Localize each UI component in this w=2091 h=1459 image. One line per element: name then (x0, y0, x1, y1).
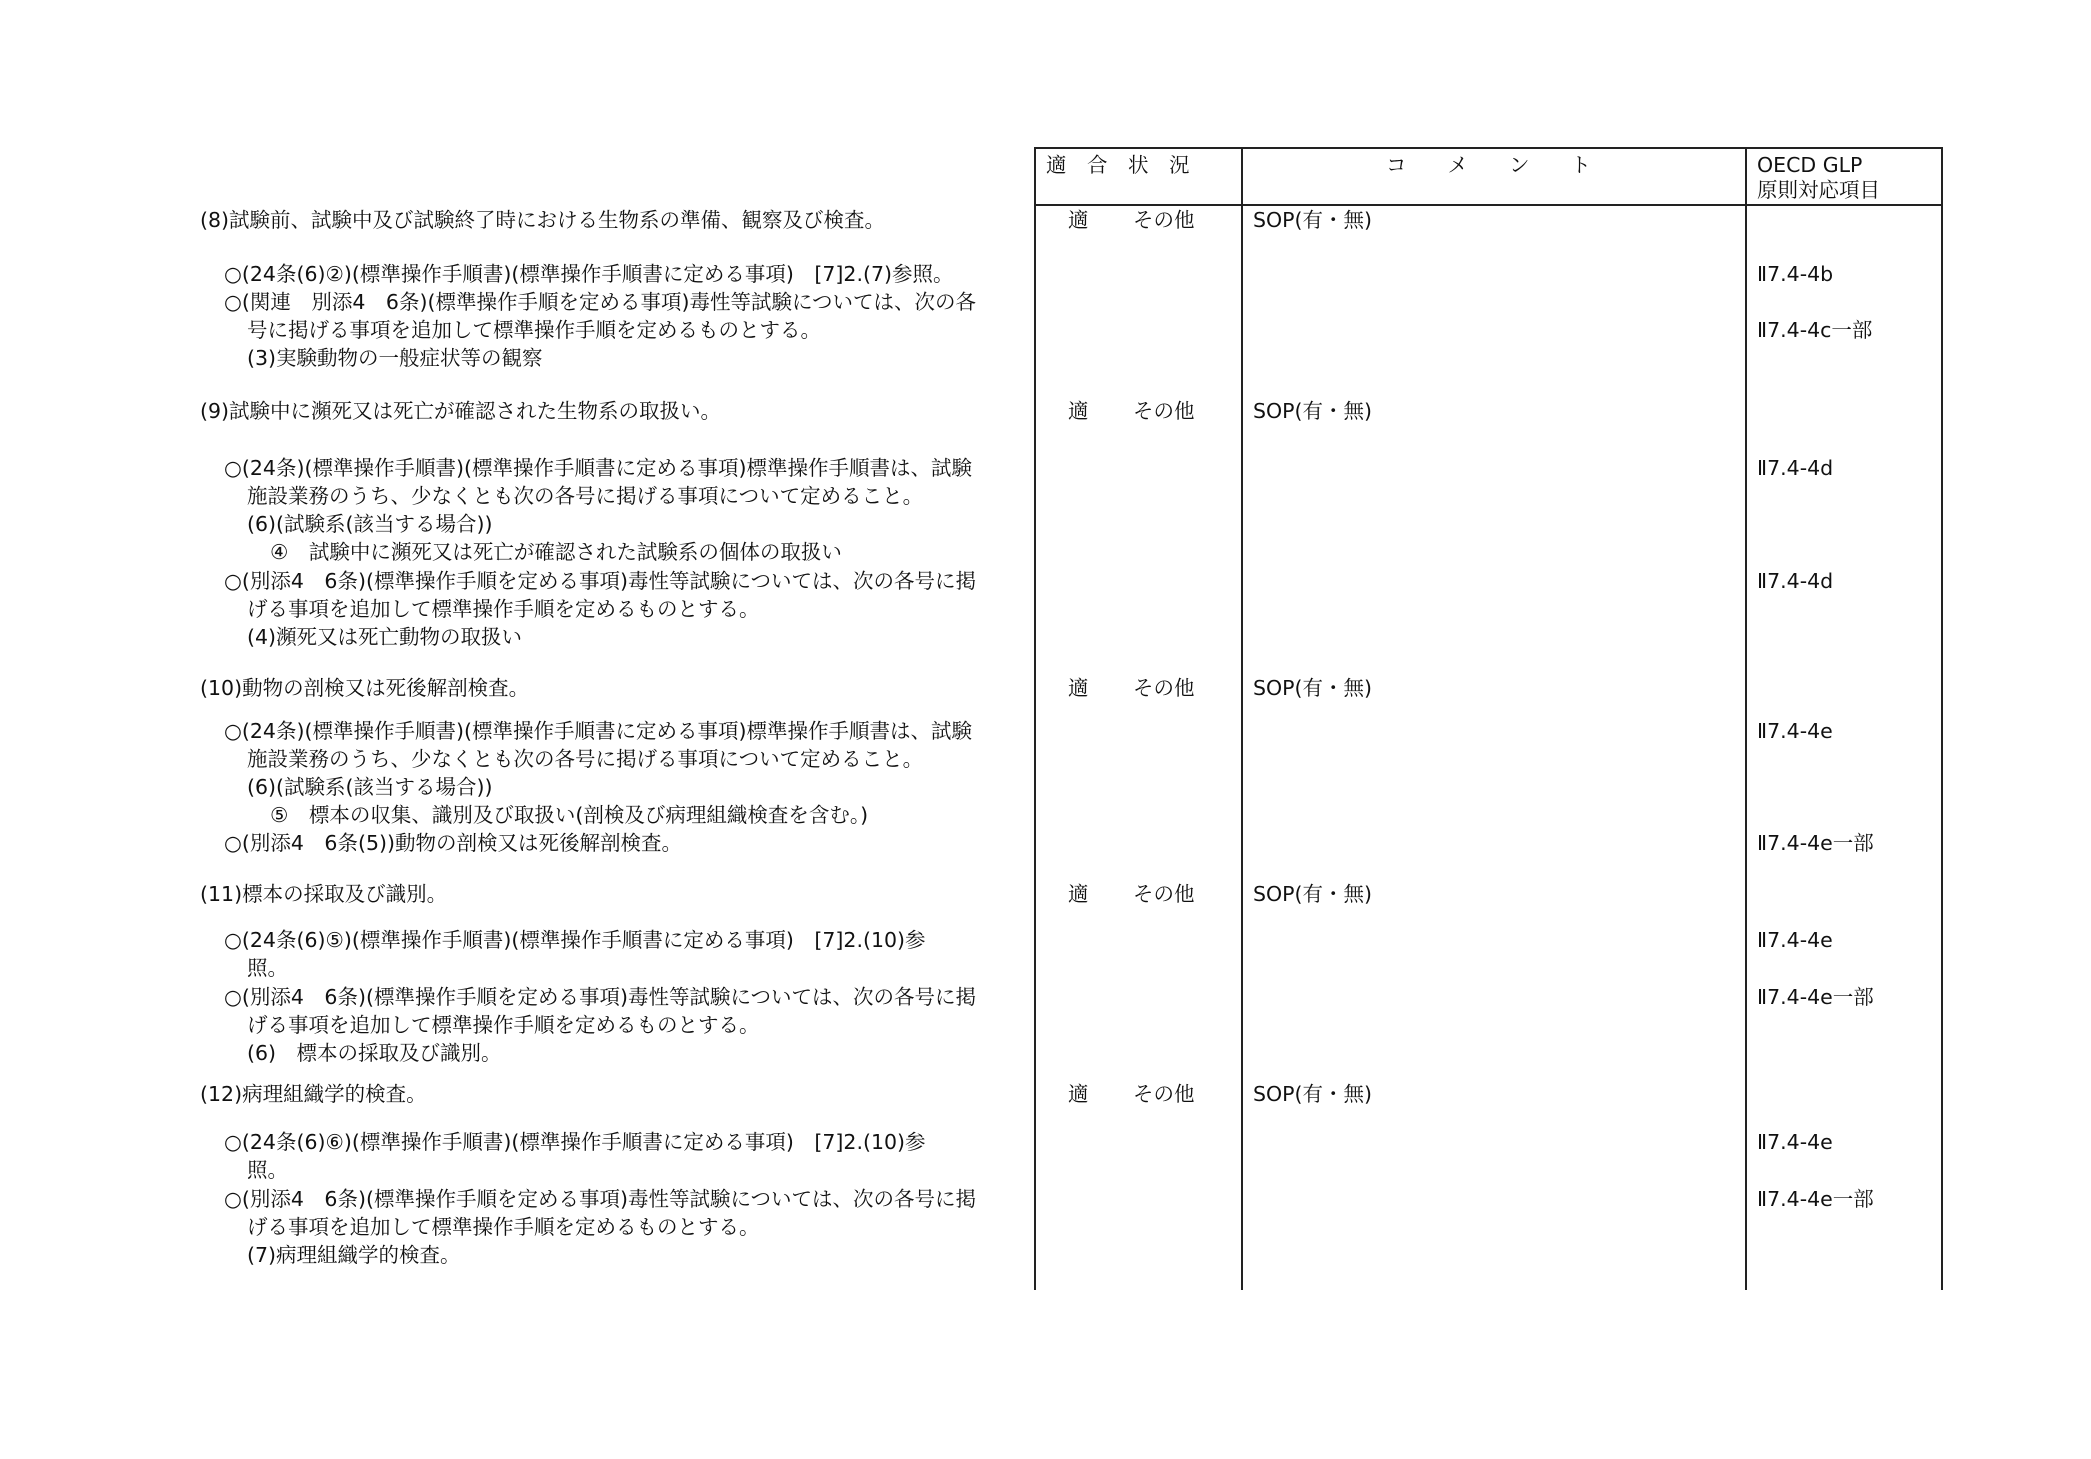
column-divider-comment (1241, 147, 1243, 1290)
oecd-ref: Ⅱ7.4-4b (1757, 262, 1834, 286)
body-line: (7)病理組織学的検査。 (247, 1243, 461, 1267)
body-line: 照。 (247, 956, 288, 980)
table-right-border (1941, 147, 1943, 1290)
table-header-bottom-border (1034, 204, 1943, 206)
sop-label: SOP(有・無) (1253, 676, 1373, 700)
status-ok-label: 適 (1068, 676, 1089, 700)
body-line: ○(別添4 6条(5))動物の剖検又は死後解剖検査。 (224, 831, 683, 855)
sop-label: SOP(有・無) (1253, 208, 1373, 232)
body-line: ○(別添4 6条)(標準操作手順を定める事項)毒性等試験については、次の各号に掲 (224, 1187, 977, 1211)
table-top-border (1034, 147, 1943, 149)
body-line: ○(24条(6)⑤)(標準操作手順書)(標準操作手順書に定める事項) [7]2.(10)参 (224, 928, 926, 952)
body-line: ○(関連 別添4 6条)(標準操作手順を定める事項)毒性等試験については、次の各 (224, 290, 977, 314)
header-oecd-line1: OECD GLP (1757, 153, 1863, 177)
oecd-ref: Ⅱ7.4-4e一部 (1757, 1187, 1874, 1211)
oecd-ref: Ⅱ7.4-4e (1757, 1130, 1833, 1154)
section-title: (12)病理組織学的検査。 (200, 1082, 427, 1106)
status-other-label: その他 (1133, 882, 1195, 906)
oecd-ref: Ⅱ7.4-4e一部 (1757, 985, 1874, 1009)
sop-label: SOP(有・無) (1253, 882, 1373, 906)
body-line: (4)瀕死又は死亡動物の取扱い (247, 625, 523, 649)
body-line: ⑤ 標本の収集、識別及び取扱い(剖検及び病理組織検査を含む。) (270, 803, 869, 827)
status-other-label: その他 (1133, 1082, 1195, 1106)
oecd-ref: Ⅱ7.4-4e (1757, 719, 1833, 743)
sop-label: SOP(有・無) (1253, 399, 1373, 423)
body-line: ○(24条)(標準操作手順書)(標準操作手順書に定める事項)標準操作手順書は、試験 (224, 456, 972, 480)
section-title: (10)動物の剖検又は死後解剖検査。 (200, 676, 530, 700)
body-line: ○(24条)(標準操作手順書)(標準操作手順書に定める事項)標準操作手順書は、試験 (224, 719, 972, 743)
header-status: 適 合 状 況 (1046, 153, 1190, 177)
column-divider-oecd (1745, 147, 1747, 1290)
body-line: ○(別添4 6条)(標準操作手順を定める事項)毒性等試験については、次の各号に掲 (224, 569, 977, 593)
body-line: げる事項を追加して標準操作手順を定めるものとする。 (247, 1013, 760, 1037)
body-line: げる事項を追加して標準操作手順を定めるものとする。 (247, 597, 760, 621)
header-comment: コ メ ン ト (1386, 153, 1591, 177)
section-title: (9)試験中に瀕死又は死亡が確認された生物系の取扱い。 (200, 399, 722, 423)
oecd-ref: Ⅱ7.4-4d (1757, 456, 1834, 480)
oecd-ref: Ⅱ7.4-4d (1757, 569, 1834, 593)
oecd-ref: Ⅱ7.4-4e一部 (1757, 831, 1874, 855)
header-oecd-line2: 原則対応項目 (1757, 178, 1880, 202)
body-line: げる事項を追加して標準操作手順を定めるものとする。 (247, 1215, 760, 1239)
body-line: 照。 (247, 1158, 288, 1182)
status-ok-label: 適 (1068, 1082, 1089, 1106)
body-line: ○(別添4 6条)(標準操作手順を定める事項)毒性等試験については、次の各号に掲 (224, 985, 977, 1009)
section-title: (11)標本の採取及び識別。 (200, 882, 448, 906)
body-line: (6) 標本の採取及び識別。 (247, 1041, 502, 1065)
body-line: 号に掲げる事項を追加して標準操作手順を定めるものとする。 (247, 318, 821, 342)
body-line: ④ 試験中に瀕死又は死亡が確認された試験系の個体の取扱い (270, 540, 842, 564)
section-title: (8)試験前、試験中及び試験終了時における生物系の準備、観察及び検査。 (200, 208, 886, 232)
body-line: (6)(試験系(該当する場合)) (247, 512, 493, 536)
oecd-ref: Ⅱ7.4-4c一部 (1757, 318, 1873, 342)
status-other-label: その他 (1133, 208, 1195, 232)
status-ok-label: 適 (1068, 399, 1089, 423)
body-line: (6)(試験系(該当する場合)) (247, 775, 493, 799)
body-line: (3)実験動物の一般症状等の観察 (247, 346, 543, 370)
body-line: ○(24条(6)⑥)(標準操作手順書)(標準操作手順書に定める事項) [7]2.(10)参 (224, 1130, 926, 1154)
status-other-label: その他 (1133, 399, 1195, 423)
body-line: 施設業務のうち、少なくとも次の各号に掲げる事項について定めること。 (247, 747, 924, 771)
status-ok-label: 適 (1068, 208, 1089, 232)
body-line: 施設業務のうち、少なくとも次の各号に掲げる事項について定めること。 (247, 484, 924, 508)
status-other-label: その他 (1133, 676, 1195, 700)
column-divider-status (1034, 147, 1036, 1290)
oecd-ref: Ⅱ7.4-4e (1757, 928, 1833, 952)
body-line: ○(24条(6)②)(標準操作手順書)(標準操作手順書に定める事項) [7]2.(7)参照。 (224, 262, 954, 286)
sop-label: SOP(有・無) (1253, 1082, 1373, 1106)
status-ok-label: 適 (1068, 882, 1089, 906)
